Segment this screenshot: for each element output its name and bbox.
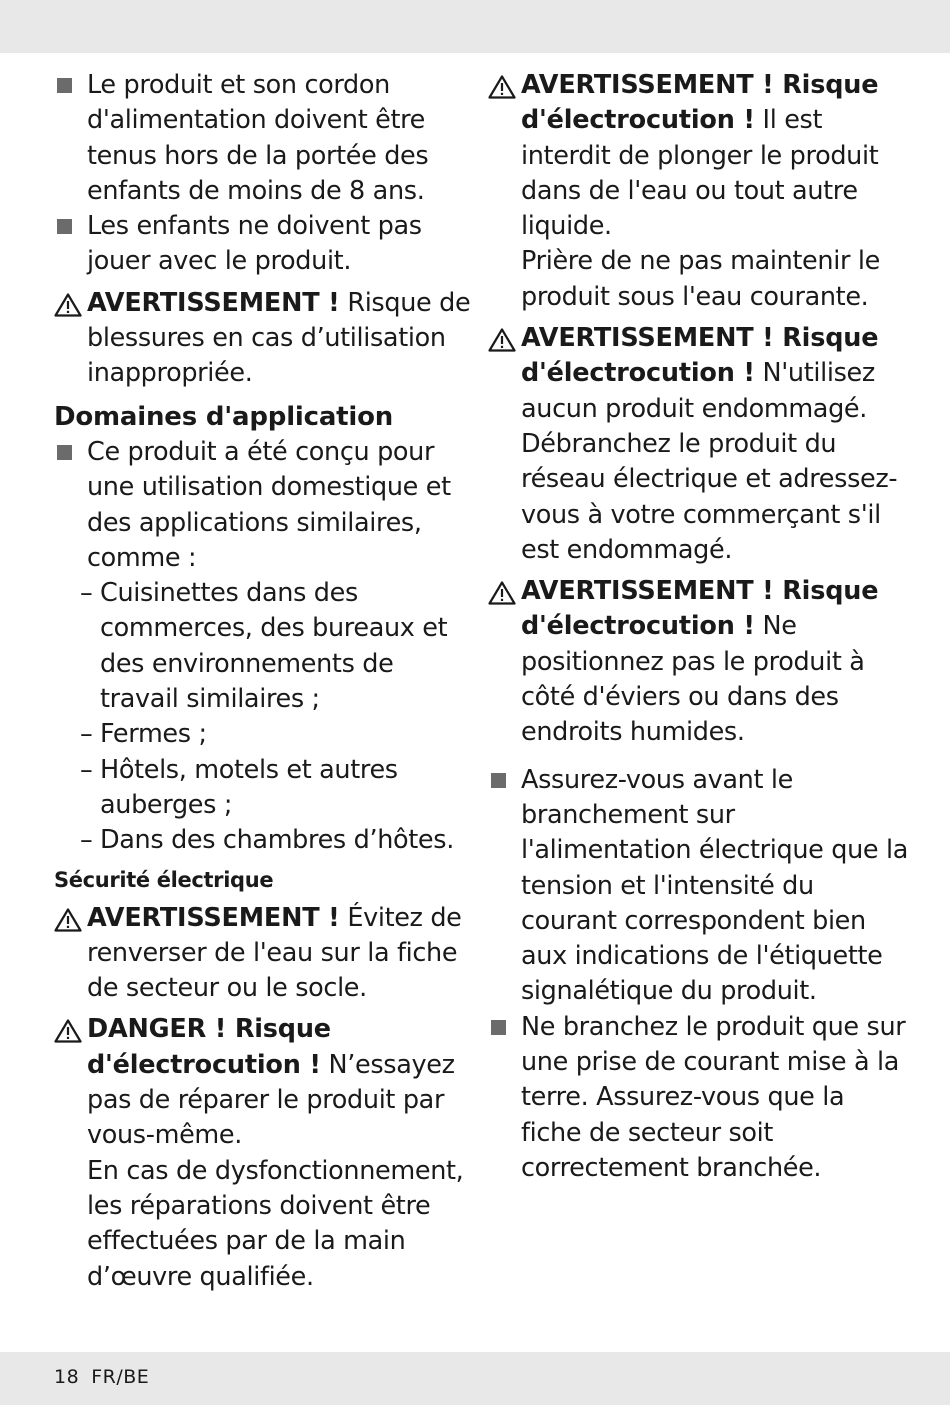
square-bullet-icon xyxy=(491,773,506,788)
page-footer xyxy=(54,1366,161,1388)
warning-text: Ne positionnez pas le produit à côté d'éviers ou dans des endroits humides. xyxy=(521,611,865,748)
warning-label: AVERTISSEMENT ! Risque d'électrocution ! xyxy=(521,576,879,642)
list-item xyxy=(54,68,474,209)
warning-label: AVERTISSEMENT ! xyxy=(87,287,340,318)
bullet-text: Le produit et son cordon d'alimentation doivent être tenus hors de la portée des enfants de moins de 8 ans. xyxy=(87,70,429,206)
language-code: FR/BE xyxy=(91,1366,150,1388)
dash-marker: – xyxy=(80,719,93,750)
bullet-text: Ce produit a été conçu pour une utilisation domestique et des applications similaires, comme : xyxy=(87,436,451,573)
warning-text: N'utilisez aucun produit endommagé. Débranchez le produit du réseau électrique et adressez-vous à votre commerçant s'il est endommagé. xyxy=(521,358,898,565)
sub-item-text: Dans des chambres d’hôtes. xyxy=(100,825,454,856)
list-item xyxy=(54,435,474,576)
sub-item-text: Hôtels, motels et autres auberges ; xyxy=(100,754,398,820)
sub-list-item xyxy=(54,823,474,858)
right-column xyxy=(488,68,908,1186)
warning-block xyxy=(54,901,474,1007)
warning-block xyxy=(488,68,908,315)
dash-marker: – xyxy=(80,754,93,785)
warning-text: Évitez de renverser de l'eau sur la fiche de secteur ou le socle. xyxy=(87,902,462,1004)
warning-label: AVERTISSEMENT ! Risque d'électrocution ! xyxy=(521,323,879,389)
warning-triangle-icon xyxy=(488,581,516,605)
warning-label: AVERTISSEMENT ! xyxy=(87,902,340,933)
danger-label: DANGER ! Risque d'électrocution ! xyxy=(87,1014,331,1080)
dash-marker: – xyxy=(80,578,93,609)
bullet-text: Assurez-vous avant le branchement sur l'alimentation électrique que la tension et l'intensité du courant correspondent bien aux indications de l'étiquette signalétique du produit. xyxy=(521,764,909,1007)
list-item xyxy=(488,763,908,1010)
sub-item-text: Fermes ; xyxy=(100,719,207,750)
subsection-heading: Sécurité électrique xyxy=(54,867,274,892)
sub-list-item xyxy=(54,576,474,717)
warning-block xyxy=(488,321,908,568)
square-bullet-icon xyxy=(57,78,72,93)
danger-text-continued: En cas de dysfonctionnement, les réparations doivent être effectuées par de la main d’œuvre qualifiée. xyxy=(87,1155,464,1292)
list-item xyxy=(488,1010,908,1186)
bullet-text: Ne branchez le produit que sur une prise de courant mise à la terre. Assurez-vous que la fiche de secteur soit correctement branchée. xyxy=(521,1011,906,1183)
warning-text: Risque de blessures en cas d’utilisation inappropriée. xyxy=(87,287,471,389)
warning-text: Il est interdit de plonger le produit dans de l'eau ou tout autre liquide. xyxy=(521,105,879,242)
list-item xyxy=(54,209,474,280)
warning-text-continued: Prière de ne pas maintenir le produit sous l'eau courante. xyxy=(521,246,880,312)
sub-list-item xyxy=(54,717,474,752)
warning-triangle-icon xyxy=(54,908,82,932)
header-band xyxy=(0,0,950,53)
warning-triangle-icon xyxy=(488,75,516,99)
warning-block xyxy=(54,286,474,392)
warning-triangle-icon xyxy=(54,1019,82,1043)
spacer xyxy=(488,751,908,763)
square-bullet-icon xyxy=(57,445,72,460)
page-number: 18 xyxy=(54,1366,80,1388)
dash-marker: – xyxy=(80,825,93,856)
warning-triangle-icon xyxy=(54,293,82,317)
warning-block xyxy=(488,574,908,750)
bullet-text: Les enfants ne doivent pas jouer avec le produit. xyxy=(87,211,422,277)
left-column xyxy=(54,68,474,1295)
square-bullet-icon xyxy=(491,1020,506,1035)
sub-list-item xyxy=(54,753,474,824)
warning-triangle-icon xyxy=(488,328,516,352)
danger-block xyxy=(54,1012,474,1294)
section-heading: Domaines d'application xyxy=(54,401,394,432)
square-bullet-icon xyxy=(57,219,72,234)
danger-text: N’essayez pas de réparer le produit par vous-même. xyxy=(87,1049,455,1151)
sub-item-text: Cuisinettes dans des commerces, des bureaux et des environnements de travail similaires ; xyxy=(100,578,448,715)
warning-label: AVERTISSEMENT ! Risque d'électrocution ! xyxy=(521,70,879,136)
